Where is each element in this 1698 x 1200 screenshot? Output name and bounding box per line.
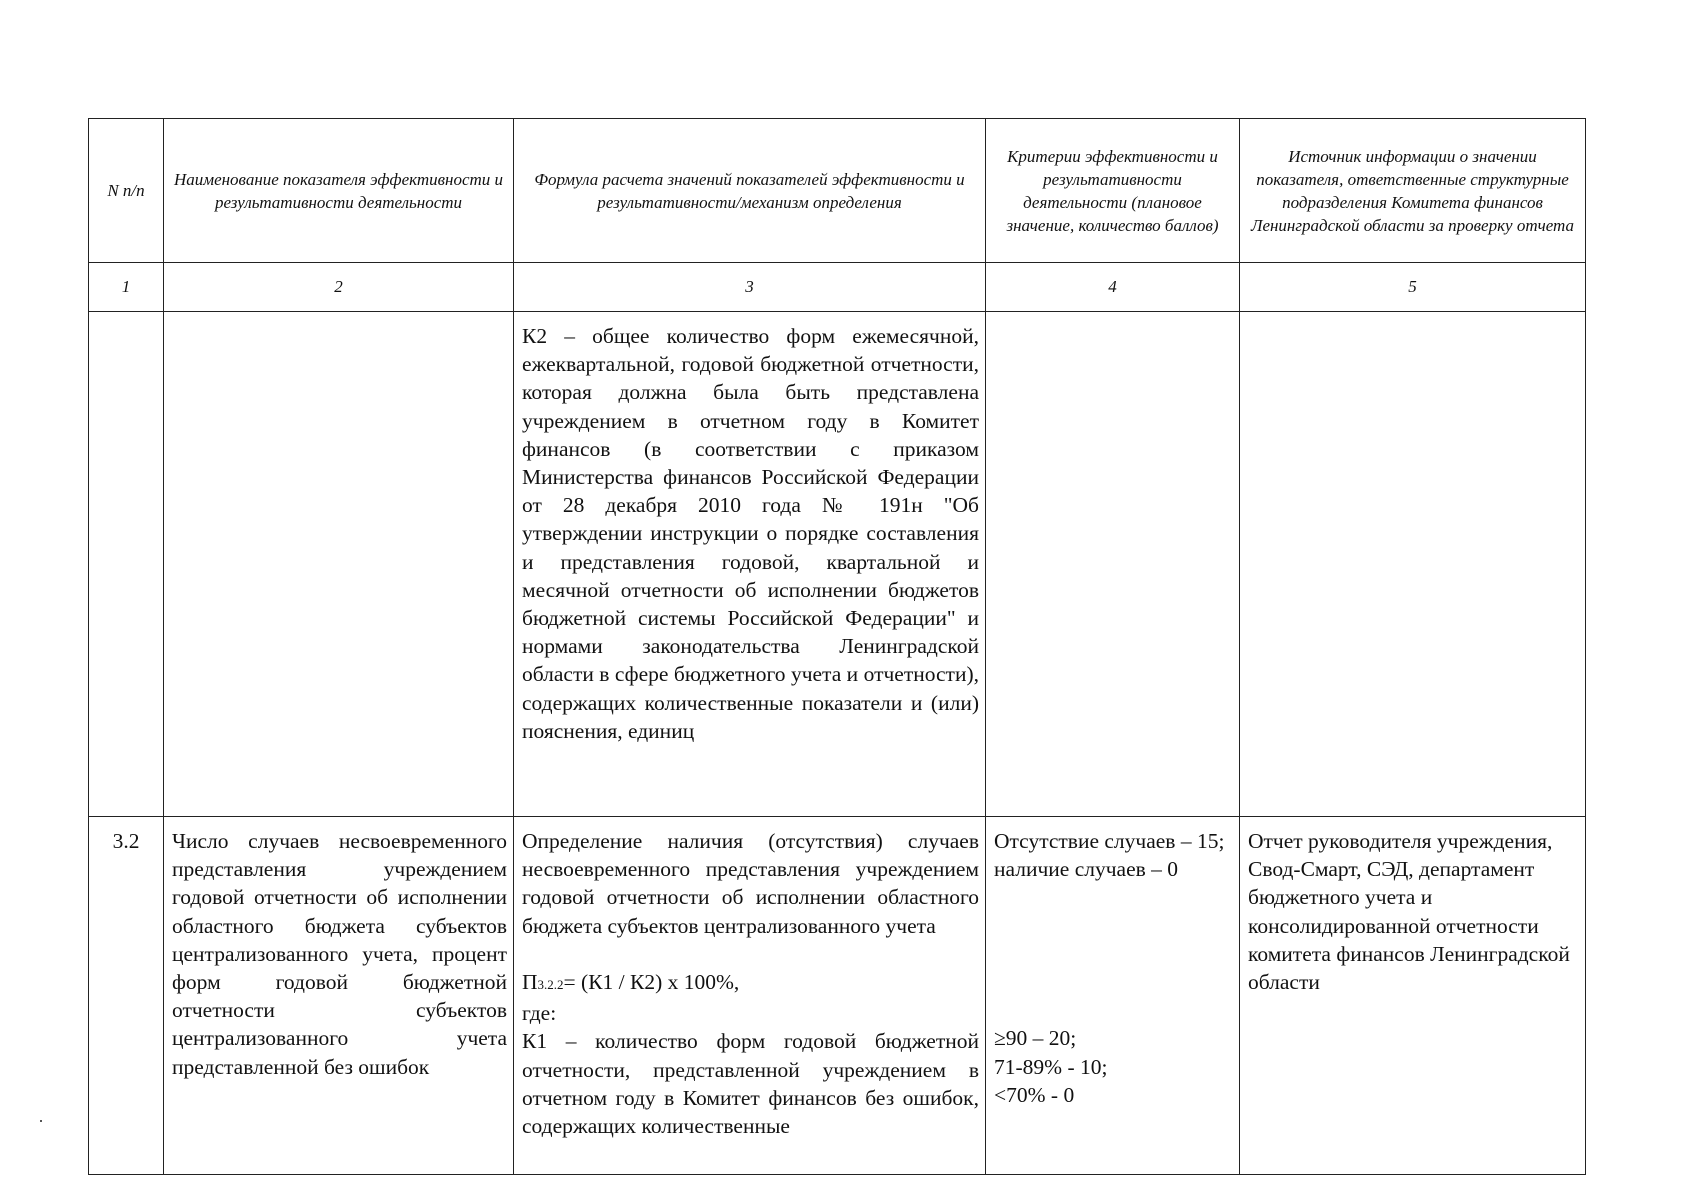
- formula-line: [522, 968, 979, 999]
- header-indicator-name: Наименование показателя эффективности и результативности деятельности: [164, 119, 514, 263]
- header-criteria: Критерии эффективности и результативности деятельности (плановое значение, количество баллов): [986, 119, 1240, 263]
- table-header-row: [89, 119, 1586, 263]
- criteria-threshold-high: ≥90 – 20;: [994, 1026, 1077, 1051]
- criteria-spacer-3: [994, 996, 1233, 1024]
- criteria-threshold-low: <70% - 0: [994, 1082, 1075, 1107]
- column-number-5: 5: [1240, 263, 1586, 312]
- k2-definition: К2 – общее количество форм ежемесячной, ежеквартальной, годовой бюджетной отчетности, которая должна была быть представлена учреждением в отчетном году в Комитет финансов (в соответствии с приказом Министерства финансов Российской Федерации от 28 декабря 2010 года № 191н "Об утверждении инструкции о порядке составления и представления годовой, квартальной и месячной отчетности об исполнении бюджетов бюджетной системы Российской Федерации" и нормами законодательства Ленинградской области в сфере бюджетного учета и отчетности), содержащих количественные показатели и (или) пояснения, единиц: [522, 324, 979, 743]
- formula-subscript: 3.2.2: [537, 977, 564, 992]
- k1-definition: К1 – количество форм годовой бюджетной отчетности, представленной учреждением в отчетном году в Комитет финансов без ошибок, содержащих количественные: [522, 1029, 979, 1139]
- criteria-absence: Отсутствие случаев – 15;: [994, 829, 1225, 853]
- continuation-source-cell: [1240, 312, 1586, 817]
- continuation-number-cell: [89, 312, 164, 817]
- column-number-1: 1: [89, 263, 164, 312]
- source-text: Отчет руководителя учреждения, Свод-Смарт, СЭД, департамент бюджетного учета и консолидированной отчетности комитета финансов Ленинградской области: [1248, 829, 1570, 995]
- criteria-cell: [986, 817, 1240, 1175]
- column-number-4: 4: [986, 263, 1240, 312]
- continuation-row: [89, 312, 1586, 817]
- criteria-content: [986, 817, 1239, 1109]
- formula-description: Определение наличия (отсутствия) случаев несвоевременного представления учреждением годовой отчетности об исполнении областного бюджета субъектов централизованного учета: [522, 829, 979, 938]
- formula-spacer: [522, 940, 979, 968]
- header-number: N п/п: [89, 119, 164, 263]
- indicators-table: [88, 118, 1586, 1175]
- column-number-2: 2: [164, 263, 514, 312]
- formula-where: где:: [522, 1001, 557, 1026]
- source-cell: [1240, 817, 1586, 1175]
- criteria-threshold-mid: 71-89% - 10;: [994, 1054, 1108, 1079]
- row-number-cell: [89, 817, 164, 1175]
- continuation-name-cell: [164, 312, 514, 817]
- criteria-spacer-2: [994, 940, 1233, 996]
- row-number: 3.2: [112, 829, 140, 853]
- continuation-criteria-cell: [986, 312, 1240, 817]
- table-row: [89, 817, 1586, 1175]
- continuation-formula-cell: [514, 312, 986, 817]
- formula-expression: = (К1 / К2) х 100%,: [563, 970, 740, 994]
- formula-symbol: П: [522, 970, 538, 994]
- formula-content: [514, 817, 985, 1140]
- column-numbers-row: [89, 263, 1586, 312]
- criteria-spacer-1: [994, 883, 1233, 939]
- criteria-presence: наличие случаев – 0: [994, 857, 1179, 882]
- header-source: Источник информации о значении показателя, ответственные структурные подразделения Комитета финансов Ленинградской области за проверку отчета: [1240, 119, 1586, 263]
- formula-cell: [514, 817, 986, 1175]
- indicator-name-cell: [164, 817, 514, 1175]
- column-number-3: 3: [514, 263, 986, 312]
- indicator-name: Число случаев несвоевременного представления учреждением годовой отчетности об исполнении областного бюджета субъектов централизованного учета, процент форм годовой бюджетной отчетности субъектов централизованного учета представленной без ошибок: [172, 829, 507, 1079]
- scan-speck: [40, 1120, 42, 1122]
- header-formula: Формула расчета значений показателей эффективности и результативности/механизм определения: [514, 119, 986, 263]
